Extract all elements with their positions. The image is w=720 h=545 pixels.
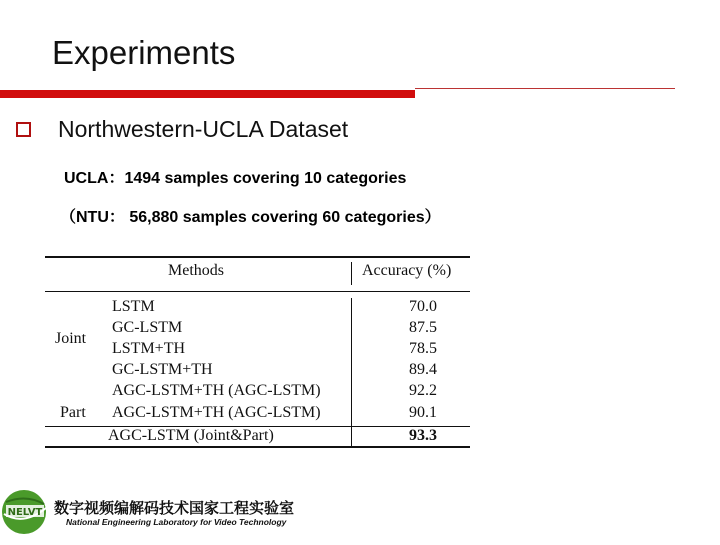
results-table [45, 256, 470, 448]
ucla-description: UCLA：1494 samples covering 10 categories [64, 170, 407, 187]
header-accuracy: Accuracy (%) [362, 262, 452, 279]
title-underline-accent [0, 90, 415, 98]
lab-name-chinese: 数字视频编解码技术国家工程实验室 [54, 499, 295, 517]
table-row-method: LSTM [112, 298, 155, 315]
table-bottom-rule [45, 446, 470, 448]
ntu-description: （NTU： 56,880 samples covering 60 categories） [60, 209, 441, 226]
header-methods: Methods [168, 262, 224, 279]
logo-text: NELVT [7, 507, 43, 518]
group-label-part: Part [60, 404, 86, 421]
table-row-accuracy: 70.0 [409, 298, 437, 315]
table-row-accuracy: 89.4 [409, 361, 437, 378]
group-label-joint: Joint [55, 330, 87, 347]
title-underline-thin [415, 88, 675, 89]
table-divider [351, 298, 352, 426]
table-row-method: GC-LSTM+TH [112, 361, 213, 378]
table-row-method: GC-LSTM [112, 319, 183, 336]
slide-title: Experiments [52, 34, 236, 71]
table-header-rule [45, 291, 470, 292]
final-row-method: AGC-LSTM (Joint&Part) [108, 427, 274, 444]
table-divider [351, 427, 352, 446]
final-row-accuracy: 93.3 [409, 427, 437, 444]
bullet-dataset-name: Northwestern-UCLA Dataset [58, 116, 349, 142]
table-row-accuracy: 78.5 [409, 340, 437, 357]
table-row-method: LSTM+TH [112, 340, 186, 357]
lab-name-english: National Engineering Laboratory for Video Technology [66, 517, 287, 527]
table-top-rule [45, 256, 470, 258]
table-divider [351, 262, 352, 285]
table-row-method: AGC-LSTM+TH (AGC-LSTM) [112, 382, 321, 399]
table-row-accuracy: 87.5 [409, 319, 437, 336]
table-row-method: AGC-LSTM+TH (AGC-LSTM) [112, 404, 321, 421]
lab-logo-icon [0, 486, 52, 545]
table-row-accuracy: 90.1 [409, 404, 437, 421]
table-row-accuracy: 92.2 [409, 382, 437, 399]
square-bullet-icon [16, 122, 31, 137]
